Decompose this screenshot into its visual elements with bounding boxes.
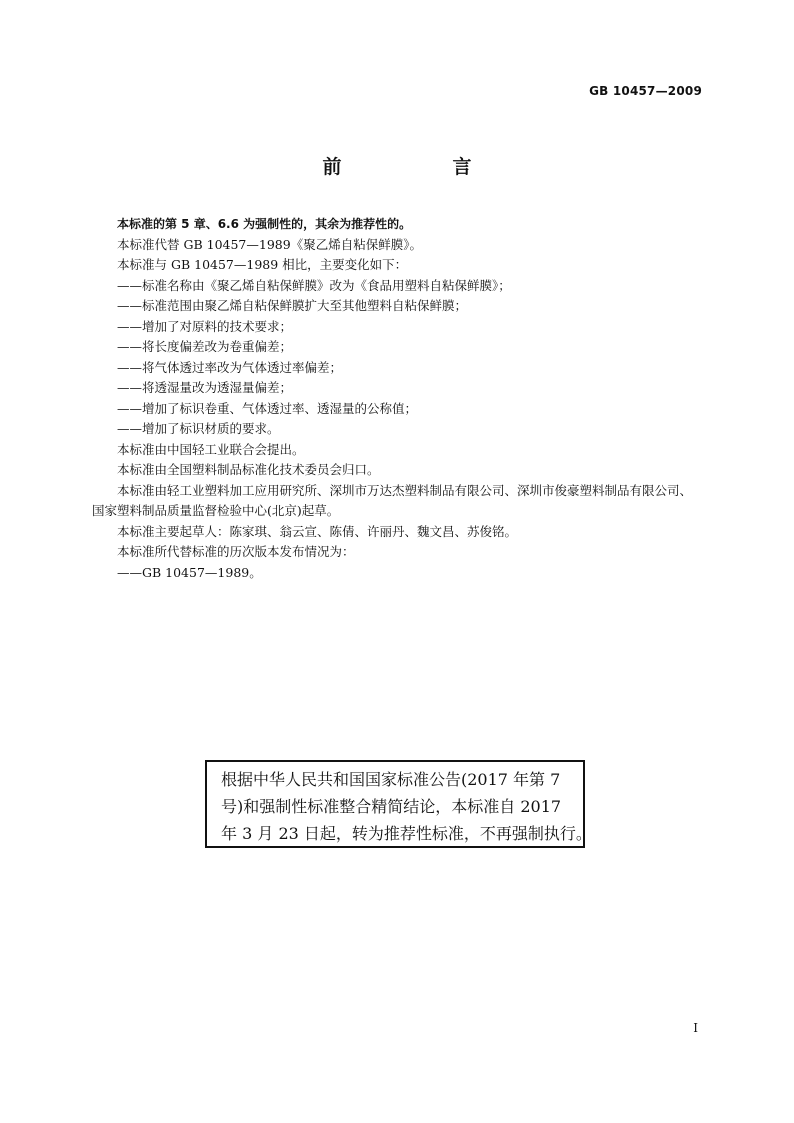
document-number: GB 10457—2009 — [589, 84, 702, 98]
body-line: 本标准由全国塑料制品标准化技术委员会归口。 — [117, 462, 380, 477]
body-line: 本标准由中国轻工业联合会提出。 — [117, 441, 305, 457]
body-line: ——将长度偏差改为卷重偏差； — [117, 339, 293, 354]
notice-box — [205, 760, 592, 848]
body-line: 本标准由轻工业塑料加工应用研究所、深圳市万达杰塑料制品有限公司、深圳市俊豪塑料制品有限公司、国家塑料制品质量监督检验中心(北京)起草。 — [92, 482, 693, 518]
body-line: 本标准主要起草人：陈家琪、翁云宣、陈倩、许丽丹、魏文昌、苏俊铭。 — [117, 523, 518, 539]
notice-line: 根据中华人民共和国国家标准公告(2017 年第 7 — [221, 770, 561, 789]
body-line: ——增加了标识材质的要求。 — [117, 421, 280, 436]
body-line: ——将透湿量改为透湿量偏差； — [117, 380, 293, 395]
page-title: 前 言 — [322, 156, 518, 178]
foreword-body — [92, 214, 704, 583]
body-line: ——标准名称由《聚乙烯自粘保鲜膜》改为《食品用塑料自粘保鲜膜》； — [117, 277, 511, 293]
body-line: 本标准的第 5 章、6.6 为强制性的，其余为推荐性的。 — [117, 217, 412, 231]
body-line: ——GB 10457—1989。 — [117, 564, 262, 580]
body-line: 本标准与 GB 10457—1989 相比，主要变化如下： — [117, 257, 408, 272]
body-line: 本标准代替 GB 10457—1989《聚乙烯自粘保鲜膜》。 — [117, 236, 422, 252]
page-number: I — [693, 1021, 698, 1035]
body-line: ——将气体透过率改为气体透过率偏差； — [117, 359, 343, 375]
body-line: 本标准所代替标准的历次版本发布情况为： — [117, 544, 355, 559]
notice-line: 年 3 月 23 日起，转为推荐性标准，不再强制执行。 — [221, 824, 592, 843]
notice-line: 号)和强制性标准整合精简结论，本标准自 2017 — [221, 797, 562, 816]
body-line: ——标准范围由聚乙烯自粘保鲜膜扩大至其他塑料自粘保鲜膜； — [117, 298, 468, 313]
body-line: ——增加了对原料的技术要求； — [117, 318, 293, 334]
body-line: ——增加了标识卷重、气体透过率、透湿量的公称值； — [117, 400, 418, 416]
